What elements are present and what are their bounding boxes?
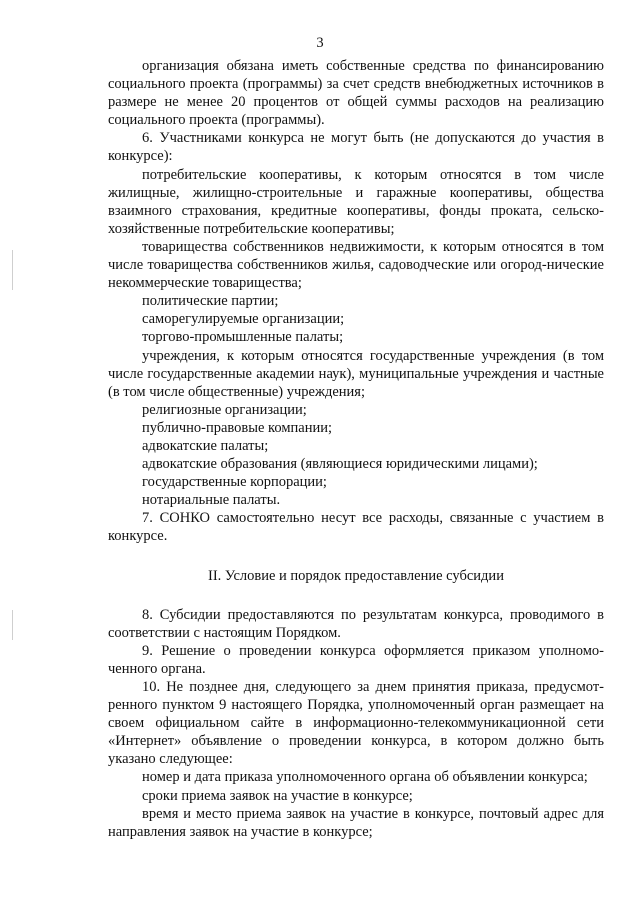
paragraph: учреждения, к которым относятся государственные учреждения (в том числе государственные академии наук), муниципальные учреждения и частные (в том числе общественные) учреждения; — [108, 347, 604, 400]
paragraphs-after-section — [108, 606, 604, 841]
paragraph: адвокатские образования (являющиеся юридическими лицами); — [142, 456, 538, 473]
document-body — [108, 57, 604, 841]
paragraph: организация обязана иметь собственные средства по финансированию социального проекта (программы) за счет средств внебюджетных источников в размере не менее 20 процентов от общей суммы расходов на реализацию социального проекта (программы). — [108, 58, 604, 129]
paragraph: торгово-промышленные палаты; — [142, 329, 344, 346]
paragraph: 10. Не позднее дня, следующего за днем принятия приказа, предусмот-ренного пунктом 9 настоящего Порядка, уполномоченный орган размещает на своем официальном сайте в информационно-телекоммуникационной сети «Интернет» объявление о проведении конкурса, в котором должно быть указано следующее: — [108, 679, 604, 768]
page-number: 3 — [316, 35, 324, 51]
paragraph: публично-правовые компании; — [142, 419, 333, 436]
paragraph: потребительские кооперативы, к которым относятся в том числе жилищные, жилищно-строительные и гаражные кооперативы, общества взаимного страхования, кредитные кооперативы, фонды проката, сельско-хозяйственные потребительские кооперативы; — [108, 166, 604, 237]
paragraph: 7. СОНКО самостоятельно несут все расходы, связанные с участием в конкурсе. — [108, 510, 604, 545]
paragraph: государственные корпорации; — [142, 474, 327, 491]
section-heading: II. Условие и порядок предоставление субсидии — [208, 567, 504, 584]
paragraph: номер и дата приказа уполномоченного органа об объявлении конкурса; — [142, 769, 588, 786]
paragraph: 6. Участниками конкурса не могут быть (не допускаются до участия в конкурсе): — [108, 130, 604, 165]
paragraph: товарищества собственников недвижимости, к которым относятся в том числе товарищества собственников жилья, садоводческие или огород-нические некоммерческие товарищества; — [108, 238, 604, 292]
paragraph: 8. Субсидии предоставляются по результатам конкурса, проводимого в соответствии с настоящим Порядком. — [108, 606, 604, 641]
paragraph: политические партии; — [142, 293, 279, 310]
scan-edge-mark-lower — [12, 610, 13, 640]
paragraph: нотариальные палаты. — [142, 492, 281, 509]
paragraph: адвокатские палаты; — [142, 437, 269, 454]
paragraphs-before-section — [108, 57, 604, 546]
paragraph: саморегулируемые организации; — [142, 311, 345, 328]
paragraph: 9. Решение о проведении конкурса оформляется приказом уполномо-ченного органа. — [108, 642, 604, 677]
paragraph: религиозные организации; — [142, 401, 307, 418]
paragraph: время и место приема заявок на участие в конкурсе, почтовый адрес для направления заявок на участие в конкурсе; — [108, 805, 604, 840]
scan-edge-mark-upper — [12, 250, 13, 290]
paragraph: сроки приема заявок на участие в конкурсе; — [142, 787, 413, 804]
